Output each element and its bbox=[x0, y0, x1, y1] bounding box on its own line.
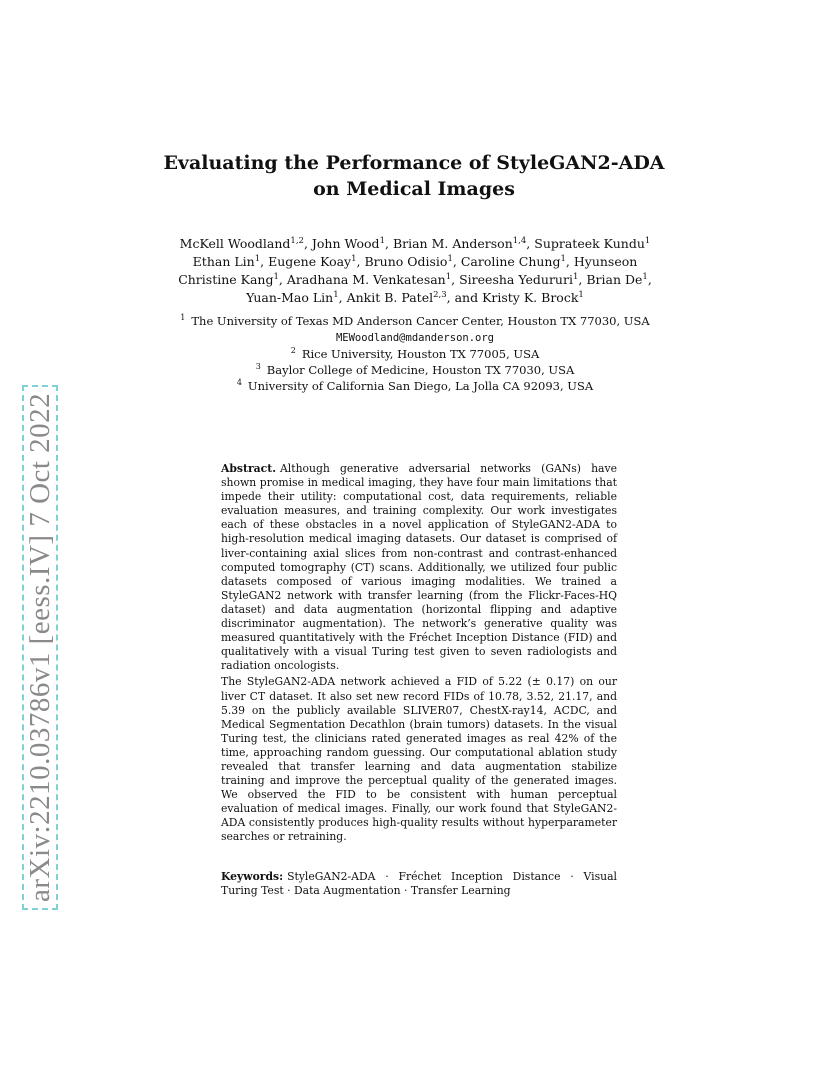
author-affiliation-mark: 1 bbox=[273, 271, 279, 282]
title-line-2: on Medical Images bbox=[313, 178, 515, 200]
author-name: Aradhana M. Venkatesan bbox=[286, 272, 446, 287]
author-affiliation-mark: 1 bbox=[642, 271, 648, 282]
paper-title bbox=[0, 150, 828, 202]
author-name: Ankit B. Patel bbox=[346, 290, 434, 305]
author-separator: , bbox=[384, 236, 393, 251]
author-name: Caroline Chung bbox=[460, 254, 561, 269]
author-affiliation-mark: 1 bbox=[379, 235, 385, 246]
author-affiliation-mark: 2,3 bbox=[433, 289, 447, 300]
author-separator: , bbox=[303, 236, 312, 251]
affiliation bbox=[170, 378, 660, 394]
author-list bbox=[170, 235, 660, 307]
author-affiliation-mark: 1 bbox=[578, 289, 584, 300]
author-name: Yuan-Mao Lin bbox=[246, 290, 334, 305]
author-separator: , bbox=[338, 290, 347, 305]
affiliation bbox=[170, 346, 660, 362]
author-name: Bruno Odisio bbox=[364, 254, 448, 269]
author-affiliation-mark: 1,2 bbox=[290, 235, 304, 246]
affiliation bbox=[170, 313, 660, 329]
author-affiliation-mark: 1 bbox=[254, 253, 261, 264]
abstract-text-2: The StyleGAN2-ADA network achieved a FID of 5.22 (± 0.17) on our liver CT dataset. It also set new record FIDs of 10.78, 3.52, 21.17, and 5.39 on the publicly available SLIVER07, ChestX-ray14, ACDC, and Medical Segmentation Decathlon (brain tumors) datasets. In the visual Turing test, the clinicians rated generated images as real 42% of the time, approaching random guessing. Our computational ablation study revealed that transfer learning and data augmentation stabilize training and improve the perceptual quality of the generated images. We observed the FID to be consistent with human perceptual evaluation of medical images. Finally, our work found that StyleGAN2-ADA consistently produces high-quality results without hyperparameter searches or retraining. bbox=[221, 675, 617, 844]
abstract-paragraph-1 bbox=[221, 462, 617, 673]
author-separator: , bbox=[451, 272, 460, 287]
author-name: Hyunseon Christine Kang bbox=[178, 254, 638, 287]
affiliation-text: Rice University, Houston TX 77005, USA bbox=[301, 347, 540, 361]
author-name: Ethan Lin bbox=[192, 254, 255, 269]
keywords bbox=[221, 870, 617, 898]
keywords-text: StyleGAN2-ADA · Fréchet Inception Distance · Visual Turing Test · Data Augmentation · Transfer Learning bbox=[221, 870, 617, 898]
affiliation-text: Baylor College of Medicine, Houston TX 77030, USA bbox=[266, 363, 575, 377]
author-separator: , bbox=[647, 272, 652, 287]
author-affiliation-mark: 1 bbox=[560, 253, 566, 264]
author-affiliation-mark: 1 bbox=[333, 289, 339, 300]
author-affiliation-mark: 1,4 bbox=[512, 235, 527, 246]
author-name: Kristy K. Brock bbox=[482, 290, 579, 305]
affiliation-number: 4 bbox=[236, 378, 242, 388]
abstract-paragraph-2 bbox=[221, 675, 617, 844]
abstract-label: Abstract. bbox=[221, 462, 276, 475]
author-name: Eugene Koay bbox=[268, 254, 352, 269]
affiliation-text: MEWoodland@mdanderson.org bbox=[335, 332, 495, 344]
author-name: McKell Woodland bbox=[179, 236, 291, 251]
author-affiliation-mark: 1 bbox=[644, 235, 651, 246]
author-name: Brian M. Anderson bbox=[392, 236, 513, 251]
author-separator: , bbox=[578, 272, 587, 287]
abstract bbox=[221, 462, 617, 847]
affiliation-list bbox=[170, 313, 660, 394]
affiliation-number: 3 bbox=[255, 362, 261, 372]
author-affiliation-mark: 1 bbox=[351, 253, 357, 264]
author-separator: , bbox=[565, 254, 574, 269]
author-name: Sireesha Yedururi bbox=[459, 272, 573, 287]
author-separator: , bbox=[278, 272, 287, 287]
author-separator: , bbox=[260, 254, 269, 269]
affiliation-text: The University of Texas MD Anderson Cancer Center, Houston TX 77030, USA bbox=[191, 314, 650, 328]
affiliation-text: University of California San Diego, La Jolla CA 92093, USA bbox=[247, 379, 594, 393]
author-affiliation-mark: 1 bbox=[572, 271, 579, 282]
author-separator: , bbox=[356, 254, 365, 269]
affiliation-number: 1 bbox=[180, 313, 186, 323]
author-separator: , bbox=[526, 236, 535, 251]
author-affiliation-mark: 1 bbox=[447, 253, 453, 264]
keywords-label: Keywords: bbox=[221, 870, 284, 883]
title-line-1: Evaluating the Performance of StyleGAN2-ADA bbox=[163, 152, 665, 174]
contact-email bbox=[170, 329, 660, 346]
affiliation bbox=[170, 362, 660, 378]
abstract-text-1: Although generative adversarial networks (GANs) have shown promise in medical imaging, they have four main limitations that impede their utility: computational cost, data requirements, reliable evaluation measures, and training complexity. Our work investigates each of these obstacles in a novel application of StyleGAN2-ADA to high-resolution medical imaging datasets. Our dataset is comprised of liver-containing axial slices from non-contrast and contrast-enhanced computed tomography (CT) scans. Additionally, we utilized four public datasets composed of various imaging modalities. We trained a StyleGAN2 network with transfer learning (from the Flickr-Faces-HQ dataset) and data augmentation (horizontal flipping and adaptive discriminator augmentation). The network’s generative quality was measured quantitatively with the Fréchet Inception Distance (FID) and qualitatively with a visual Turing test given to seven radiologists and radiation oncologists. bbox=[221, 462, 617, 673]
author-separator: , bbox=[452, 254, 461, 269]
affiliation-number: 2 bbox=[290, 346, 296, 356]
author-affiliation-mark: 1 bbox=[445, 271, 452, 282]
author-name: Brian De bbox=[586, 272, 643, 287]
author-separator: , and bbox=[446, 290, 483, 305]
arxiv-identifier: arXiv:2210.03786v1 [eess.IV] 7 Oct 2022 bbox=[22, 385, 58, 910]
author-name: Suprateek Kundu bbox=[534, 236, 645, 251]
author-name: John Wood bbox=[311, 236, 380, 251]
